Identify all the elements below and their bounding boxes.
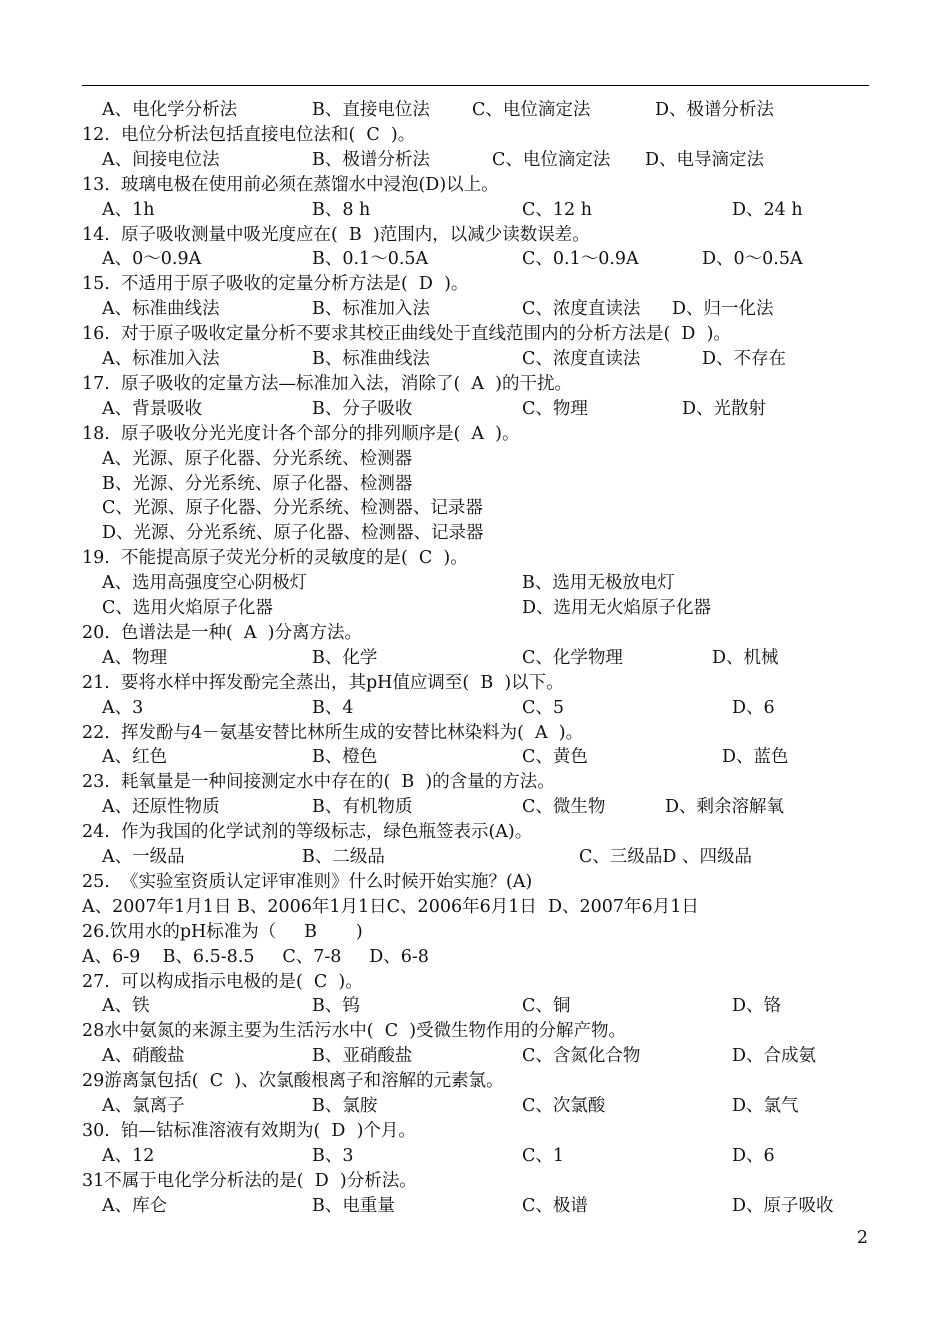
question-line — [82, 223, 882, 248]
answer-option: D、0～0.5A — [702, 249, 803, 270]
answer-option: C、物理 — [522, 398, 588, 419]
text-line — [82, 1169, 882, 1194]
line-text: 29游离氯包括( C )、次氯酸根离子和溶解的元素氯。 — [82, 1071, 504, 1092]
answer-option: B、标准加入法 — [312, 299, 430, 320]
question-line — [82, 621, 882, 646]
question-text: 30. 铂—钴标准溶液有效期为( D )个月。 — [82, 1120, 416, 1141]
question-line — [82, 546, 882, 571]
answer-options-row — [82, 1144, 882, 1169]
question-line — [82, 1119, 882, 1144]
question-line — [82, 123, 882, 148]
answer-option: D、归一化法 — [672, 299, 774, 320]
answer-option: D、光源、分光系统、原子化器、检测器、记录器 — [102, 523, 484, 544]
header-rule — [82, 85, 869, 86]
answer-option: A、标准加入法 — [102, 349, 220, 369]
answer-options-row — [82, 397, 882, 422]
answer-option: B、钨 — [312, 996, 360, 1017]
answer-option: B、4 — [312, 697, 354, 718]
answer-option: C、电位滴定法 — [492, 149, 611, 170]
answer-option: B、3 — [312, 1145, 354, 1166]
answer-options-row — [82, 646, 882, 671]
question-text: 19. 不能提高原子荧光分析的灵敏度的是( C )。 — [82, 548, 468, 569]
answer-option: A、标准曲线法 — [102, 299, 220, 320]
line-text: A、2007年1月1日 B、2006年1月1日C、2006年6月1日 D、2007年6月1日 — [82, 896, 699, 917]
answer-option: A、物理 — [102, 647, 168, 668]
answer-option: C、极谱 — [522, 1195, 588, 1216]
answer-option: C、5 — [522, 697, 565, 718]
answer-option: D、选用无火焰原子化器 — [522, 598, 712, 618]
answer-options-row — [82, 845, 882, 870]
answer-option: A、库仑 — [102, 1195, 168, 1216]
answer-option: D、原子吸收 — [732, 1195, 834, 1216]
answer-option: A、12 — [102, 1145, 155, 1166]
answer-options-row — [82, 198, 882, 223]
answer-option: C、浓度直读法 — [522, 299, 641, 320]
answer-option: D、剩余溶解氧 — [665, 797, 785, 818]
answer-option: D、光散射 — [682, 398, 767, 419]
answer-option: D、不存在 — [702, 349, 787, 369]
answer-option-line — [82, 447, 882, 472]
question-line — [82, 173, 882, 198]
answer-option: B、电重量 — [312, 1195, 395, 1216]
page-number: 2 — [856, 1228, 868, 1248]
answer-option: C、三级品D 、四级品 — [579, 847, 752, 867]
question-line — [82, 970, 882, 995]
question-text: 12. 电位分析法包括直接电位法和( C )。 — [82, 124, 416, 145]
question-text: 20. 色谱法是一种( A )分离方法。 — [82, 622, 362, 643]
answer-option: C、次氯酸 — [522, 1096, 606, 1116]
question-text: 27. 可以构成指示电极的是( C )。 — [82, 971, 363, 992]
answer-option: B、有机物质 — [312, 797, 413, 818]
answer-options-row — [82, 247, 882, 272]
question-text: 21. 要将水样中挥发酚完全蒸出，其pH值应调至( B )以下。 — [82, 672, 564, 693]
answer-option: A、光源、原子化器、分光系统、检测器 — [102, 448, 413, 469]
answer-options-row — [82, 596, 882, 621]
question-line — [82, 322, 882, 347]
answer-option: B、氯胺 — [312, 1096, 378, 1116]
answer-options-row — [82, 347, 882, 372]
question-text: 22. 挥发酚与4－氨基安替比林所生成的安替比林染料为( A )。 — [82, 722, 584, 743]
question-line — [82, 820, 882, 845]
answer-option: D、铬 — [732, 996, 782, 1017]
answer-option: D、极谱分析法 — [655, 100, 775, 120]
answer-option-line — [82, 521, 882, 546]
answer-option: A、铁 — [102, 996, 150, 1017]
question-text: 23. 耗氧量是一种间接测定水中存在的( B )的含量的方法。 — [82, 772, 555, 793]
answer-option: A、硝酸盐 — [102, 1046, 185, 1067]
answer-option: C、铜 — [522, 996, 571, 1017]
question-text: 24. 作为我国的化学试剂的等级标志，绿色瓶签表示(A)。 — [82, 822, 533, 843]
answer-option: B、极谱分析法 — [312, 149, 430, 170]
text-line — [82, 895, 882, 920]
answer-option: B、8 h — [312, 199, 371, 220]
answer-option: D、机械 — [712, 647, 779, 668]
answer-option: A、红色 — [102, 747, 168, 768]
answer-option: B、亚硝酸盐 — [312, 1046, 413, 1067]
answer-options-row — [82, 1044, 882, 1069]
answer-options-row — [82, 148, 882, 173]
answer-option: C、黄色 — [522, 747, 588, 768]
answer-options-row — [82, 696, 882, 721]
line-text: 31不属于电化学分析法的是( D )分析法。 — [82, 1170, 417, 1191]
answer-option: B、橙色 — [312, 747, 378, 768]
answer-option: C、选用火焰原子化器 — [102, 598, 273, 618]
answer-option: A、间接电位法 — [102, 149, 220, 170]
answer-option-line — [82, 472, 882, 497]
answer-option: D、24 h — [732, 199, 803, 220]
answer-options-row — [82, 1094, 882, 1119]
question-text: 13. 玻璃电极在使用前必须在蒸馏水中浸泡(D)以上。 — [82, 174, 499, 195]
answer-option: A、3 — [102, 697, 144, 718]
answer-options-row — [82, 98, 882, 123]
answer-option: C、化学物理 — [522, 647, 623, 668]
answer-options-row — [82, 745, 882, 770]
answer-options-row — [82, 297, 882, 322]
text-line — [82, 945, 882, 970]
answer-option: A、氯离子 — [102, 1096, 185, 1116]
question-line — [82, 721, 882, 746]
question-text: 25. 《实验室资质认定评审准则》什么时候开始实施？(A) — [82, 871, 533, 892]
answer-options-row — [82, 1194, 882, 1219]
question-line — [82, 671, 882, 696]
answer-option: C、1 — [522, 1145, 565, 1166]
line-text: 28水中氨氮的来源主要为生活污水中( C )受微生物作用的分解产物。 — [82, 1021, 627, 1042]
answer-option: B、分子吸收 — [312, 398, 413, 419]
answer-option: B、化学 — [312, 647, 378, 668]
answer-option: A、背景吸收 — [102, 398, 203, 419]
answer-option: B、二级品 — [302, 847, 385, 867]
answer-option: C、光源、原子化器、分光系统、检测器、记录器 — [102, 498, 483, 519]
answer-option: A、电化学分析法 — [102, 100, 238, 120]
answer-option: D、电导滴定法 — [645, 149, 765, 170]
answer-option: A、1h — [102, 199, 155, 220]
answer-option: B、光源、分光系统、原子化器、检测器 — [102, 473, 413, 494]
text-line — [82, 920, 882, 945]
answer-option: A、0～0.9A — [102, 249, 202, 270]
answer-options-row — [82, 994, 882, 1019]
answer-option: C、0.1～0.9A — [522, 249, 639, 270]
text-line — [82, 1069, 882, 1094]
question-text: 18. 原子吸收分光光度计各个部分的排列顺序是( A )。 — [82, 423, 520, 444]
answer-option: B、选用无极放电灯 — [522, 573, 675, 594]
answer-option: C、浓度直读法 — [522, 349, 641, 369]
answer-options-row — [82, 571, 882, 596]
question-line — [82, 422, 882, 447]
question-line — [82, 770, 882, 795]
answer-option: D、氯气 — [732, 1096, 799, 1116]
answer-option: C、微生物 — [522, 797, 606, 818]
question-text: 16. 对于原子吸收定量分析不要求其校正曲线处于直线范围内的分析方法是( D )。 — [82, 324, 731, 345]
answer-option: D、6 — [732, 1145, 775, 1166]
answer-option-line — [82, 496, 882, 521]
question-text: 15. 不适用于原子吸收的定量分析方法是( D )。 — [82, 274, 469, 295]
question-line — [82, 372, 882, 397]
answer-option: A、还原性物质 — [102, 797, 220, 818]
answer-option: D、蓝色 — [722, 747, 789, 768]
line-text: A、6-9 B、6.5-8.5 C、7-8 D、6-8 — [82, 946, 429, 967]
answer-option: D、6 — [732, 697, 775, 718]
question-line — [82, 272, 882, 297]
answer-option: A、选用高强度空心阴极灯 — [102, 573, 308, 594]
line-text: 26.饮用水的pH标准为（ B ) — [82, 921, 363, 942]
answer-option: B、0.1～0.5A — [312, 249, 429, 270]
answer-option: C、含氮化合物 — [522, 1046, 641, 1067]
answer-option: D、合成氨 — [732, 1046, 817, 1067]
answer-option: A、一级品 — [102, 847, 185, 867]
answer-options-row — [82, 795, 882, 820]
answer-option: B、直接电位法 — [312, 100, 430, 120]
question-text: 14. 原子吸收测量中吸光度应在( B )范围内，以减少读数误差。 — [82, 224, 590, 245]
answer-option: C、电位滴定法 — [472, 100, 591, 120]
text-line — [82, 1019, 882, 1044]
question-line — [82, 870, 882, 895]
question-text: 17. 原子吸收的定量方法—标准加入法，消除了( A )的干扰。 — [82, 373, 572, 394]
answer-option: C、12 h — [522, 199, 592, 220]
answer-option: B、标准曲线法 — [312, 349, 430, 369]
